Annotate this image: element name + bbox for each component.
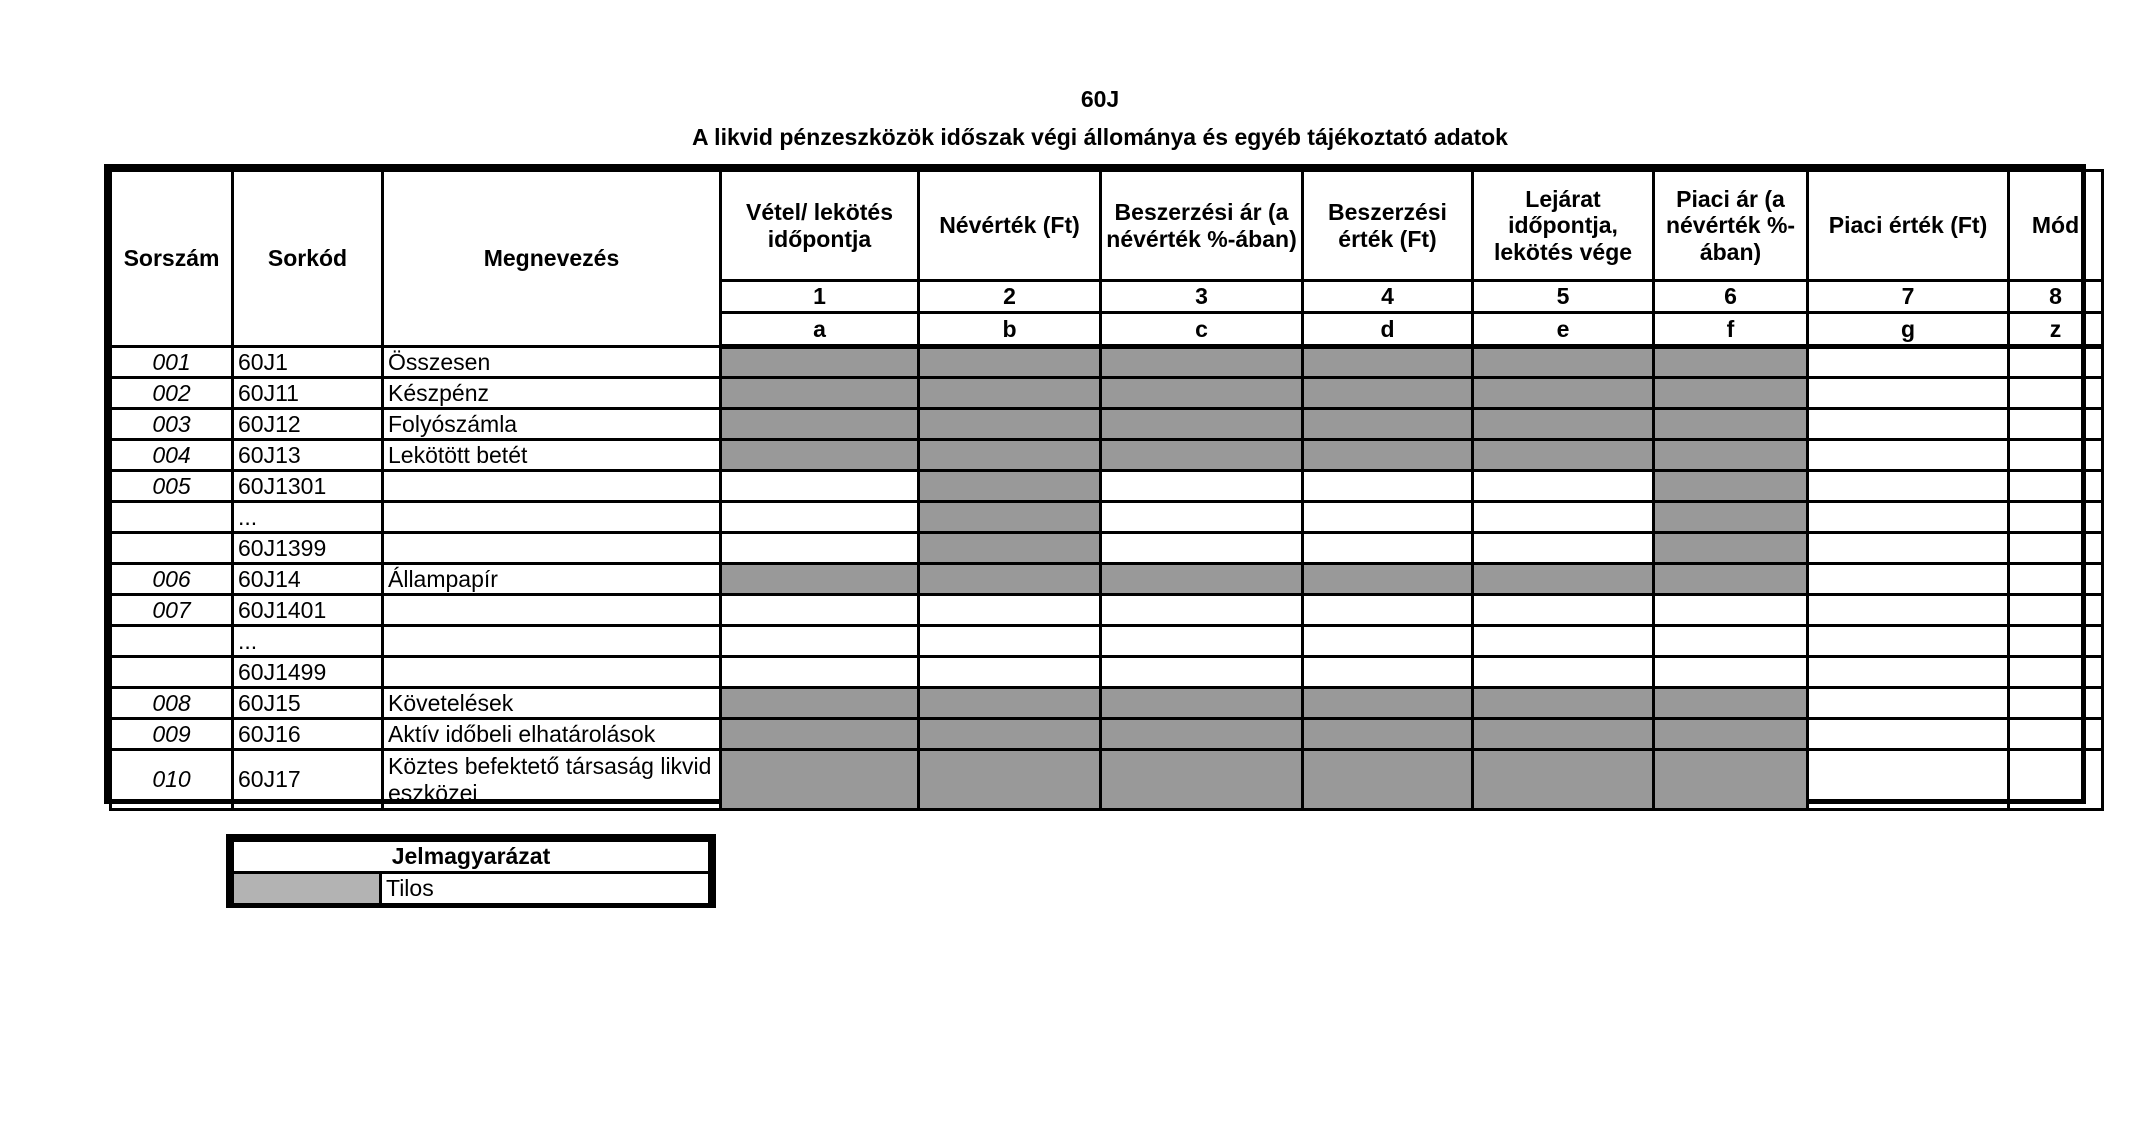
header-col-1: Vétel/ lekötés időpontja [721,171,919,281]
header-sorkod: Sorkód [233,171,383,347]
row-name: Készpénz [383,378,721,409]
table-row [111,626,2103,657]
input-cell[interactable] [1473,626,1654,657]
forbidden-cell [1654,347,1808,378]
forbidden-cell [919,409,1101,440]
col-letter-e: e [1473,313,1654,347]
forbidden-cell [1473,688,1654,719]
input-cell[interactable] [919,595,1101,626]
header-megnevezes: Megnevezés [383,171,721,347]
forbidden-cell [1654,378,1808,409]
legend-box [226,834,716,908]
table-row [111,719,2103,750]
header-col-2: Névérték (Ft) [919,171,1101,281]
row-sorszam [111,626,233,657]
forbidden-cell [721,347,919,378]
forbidden-cell [1303,347,1473,378]
input-cell[interactable] [1473,657,1654,688]
input-cell[interactable] [1303,657,1473,688]
input-cell[interactable] [1808,626,2009,657]
forbidden-cell [1473,378,1654,409]
header-col-8: Mód [2009,171,2103,281]
row-sorkod: 60J12 [233,409,383,440]
forbidden-cell [1303,378,1473,409]
forbidden-cell [1101,688,1303,719]
input-cell[interactable] [1808,347,2009,378]
col-number-4: 4 [1303,281,1473,313]
col-number-8: 8 [2009,281,2103,313]
page-code: 60J [1080,86,1120,112]
row-sorszam [111,502,233,533]
input-cell[interactable] [721,533,919,564]
row-sorszam: 005 [111,471,233,502]
forbidden-cell [1654,564,1808,595]
table-row [111,595,2103,626]
forbidden-cell [1303,409,1473,440]
col-letter-b: b [919,313,1101,347]
forbidden-cell [1473,409,1654,440]
input-cell[interactable] [721,626,919,657]
input-cell[interactable] [1303,502,1473,533]
forbidden-cell [721,688,919,719]
forbidden-cell [1101,564,1303,595]
input-cell[interactable] [1808,409,2009,440]
table-row [111,378,2103,409]
input-cell[interactable] [2009,626,2103,657]
forbidden-cell [1473,564,1654,595]
header-col-4: Beszerzési érték (Ft) [1303,171,1473,281]
input-cell[interactable] [2009,471,2103,502]
forbidden-cell [1654,440,1808,471]
table-row [111,688,2103,719]
input-cell[interactable] [1654,595,1808,626]
input-cell[interactable] [1101,471,1303,502]
row-sorszam: 010 [111,750,233,810]
input-cell[interactable] [1808,657,2009,688]
forbidden-cell [1473,750,1654,810]
input-cell[interactable] [721,502,919,533]
input-cell[interactable] [2009,378,2103,409]
col-number-5: 5 [1473,281,1654,313]
input-cell[interactable] [2009,502,2103,533]
input-cell[interactable] [2009,688,2103,719]
row-sorkod: 60J15 [233,688,383,719]
table-row [111,750,2103,810]
input-cell[interactable] [1808,378,2009,409]
input-cell[interactable] [2009,595,2103,626]
forbidden-cell [919,564,1101,595]
legend-item-label: Tilos [381,873,710,905]
row-sorszam [111,533,233,564]
row-name[interactable] [383,471,721,502]
input-cell[interactable] [1303,471,1473,502]
row-name[interactable] [383,502,721,533]
header-col-6: Piaci ár (a névérték %-ában) [1654,171,1808,281]
row-name[interactable] [383,657,721,688]
row-name: Lekötött betét [383,440,721,471]
input-cell[interactable] [1808,750,2009,810]
row-sorszam: 001 [111,347,233,378]
row-sorkod: 60J16 [233,719,383,750]
forbidden-cell [721,409,919,440]
row-sorkod: 60J1399 [233,533,383,564]
table-row [111,533,2103,564]
row-sorszam: 004 [111,440,233,471]
input-cell[interactable] [2009,347,2103,378]
input-cell[interactable] [2009,719,2103,750]
forbidden-cell [1303,719,1473,750]
forbidden-cell [721,719,919,750]
forbidden-cell [1473,347,1654,378]
row-name[interactable] [383,533,721,564]
col-number-7: 7 [1808,281,2009,313]
row-sorkod: 60J1401 [233,595,383,626]
header-sorszam: Sorszám [111,171,233,347]
forbidden-cell [1654,471,1808,502]
forbidden-cell [1654,688,1808,719]
col-number-1: 1 [721,281,919,313]
row-name: Összesen [383,347,721,378]
input-cell[interactable] [1473,502,1654,533]
row-sorkod: ... [233,502,383,533]
forbidden-cell [919,471,1101,502]
input-cell[interactable] [1101,657,1303,688]
row-name: Követelések [383,688,721,719]
input-cell[interactable] [1303,533,1473,564]
forbidden-cell [1101,378,1303,409]
forbidden-cell [919,378,1101,409]
col-letter-z: z [2009,313,2103,347]
input-cell[interactable] [1473,533,1654,564]
forbidden-cell [1654,750,1808,810]
table-row [111,409,2103,440]
row-sorkod: 60J1 [233,347,383,378]
forbidden-cell [1303,440,1473,471]
forbidden-cell [1303,564,1473,595]
forbidden-cell [1654,502,1808,533]
row-sorszam: 003 [111,409,233,440]
row-sorkod: 60J1499 [233,657,383,688]
input-cell[interactable] [2009,440,2103,471]
input-cell[interactable] [1101,502,1303,533]
input-cell[interactable] [1808,471,2009,502]
forbidden-cell [1101,409,1303,440]
forbidden-cell [1303,750,1473,810]
table-row [111,502,2103,533]
col-letter-a: a [721,313,919,347]
input-cell[interactable] [1473,595,1654,626]
row-sorszam: 006 [111,564,233,595]
header-col-3: Beszerzési ár (a névérték %-ában) [1101,171,1303,281]
input-cell[interactable] [1303,626,1473,657]
input-cell[interactable] [1808,564,2009,595]
page-title: A likvid pénzeszközök időszak végi állománya és egyéb tájékoztató adatok [692,124,1508,150]
col-number-6: 6 [1654,281,1808,313]
row-sorszam [111,657,233,688]
header-col-5: Lejárat időpontja, lekötés vége [1473,171,1654,281]
input-cell[interactable] [919,657,1101,688]
row-sorkod: 60J11 [233,378,383,409]
input-cell[interactable] [1808,719,2009,750]
col-letter-d: d [1303,313,1473,347]
forbidden-cell [721,750,919,810]
input-cell[interactable] [2009,564,2103,595]
row-sorszam: 008 [111,688,233,719]
input-cell[interactable] [721,595,919,626]
row-sorszam: 009 [111,719,233,750]
col-number-2: 2 [919,281,1101,313]
row-sorkod: 60J17 [233,750,383,810]
col-letter-g: g [1808,313,2009,347]
input-cell[interactable] [2009,533,2103,564]
table-row [111,564,2103,595]
input-cell[interactable] [1808,440,2009,471]
input-cell[interactable] [1654,657,1808,688]
input-cell[interactable] [1654,626,1808,657]
row-name: Állampapír [383,564,721,595]
input-cell[interactable] [1101,626,1303,657]
forbidden-cell [919,750,1101,810]
row-sorkod: 60J13 [233,440,383,471]
input-cell[interactable] [2009,409,2103,440]
data-table-frame [104,164,2086,804]
row-sorkod: ... [233,626,383,657]
forbidden-cell [1473,440,1654,471]
input-cell[interactable] [721,657,919,688]
forbidden-cell [1654,719,1808,750]
row-sorkod: 60J14 [233,564,383,595]
forbidden-cell [919,440,1101,471]
input-cell[interactable] [1808,502,2009,533]
input-cell[interactable] [1808,595,2009,626]
col-letter-c: c [1101,313,1303,347]
input-cell[interactable] [1303,595,1473,626]
table-row [111,471,2103,502]
forbidden-cell [1303,688,1473,719]
input-cell[interactable] [2009,750,2103,810]
input-cell[interactable] [721,471,919,502]
data-table [109,169,2104,811]
forbidden-cell [721,440,919,471]
table-row [111,657,2103,688]
forbidden-cell [919,719,1101,750]
row-name[interactable] [383,626,721,657]
forbidden-cell [919,688,1101,719]
row-name[interactable] [383,595,721,626]
forbidden-cell [1654,533,1808,564]
col-number-3: 3 [1101,281,1303,313]
input-cell[interactable] [1808,533,2009,564]
input-cell[interactable] [1101,533,1303,564]
forbidden-cell [919,533,1101,564]
input-cell[interactable] [1473,471,1654,502]
table-row [111,440,2103,471]
row-sorszam: 007 [111,595,233,626]
row-name: Aktív időbeli elhatárolások [383,719,721,750]
forbidden-cell [1654,409,1808,440]
legend-swatch [233,873,381,905]
input-cell[interactable] [2009,657,2103,688]
input-cell[interactable] [919,626,1101,657]
forbidden-cell [919,347,1101,378]
row-name: Köztes befektető társaság likvid eszközei [383,750,721,810]
forbidden-cell [1473,719,1654,750]
input-cell[interactable] [1101,595,1303,626]
col-letter-f: f [1654,313,1808,347]
forbidden-cell [919,502,1101,533]
forbidden-cell [721,378,919,409]
forbidden-cell [1101,347,1303,378]
table-row [111,347,2103,378]
forbidden-cell [721,564,919,595]
forbidden-cell [1101,719,1303,750]
legend-table [231,839,711,906]
row-sorkod: 60J1301 [233,471,383,502]
row-sorszam: 002 [111,378,233,409]
forbidden-cell [1101,440,1303,471]
forbidden-cell [1101,750,1303,810]
input-cell[interactable] [1808,688,2009,719]
row-name: Folyószámla [383,409,721,440]
legend-title: Jelmagyarázat [233,841,710,873]
header-col-7: Piaci érték (Ft) [1808,171,2009,281]
